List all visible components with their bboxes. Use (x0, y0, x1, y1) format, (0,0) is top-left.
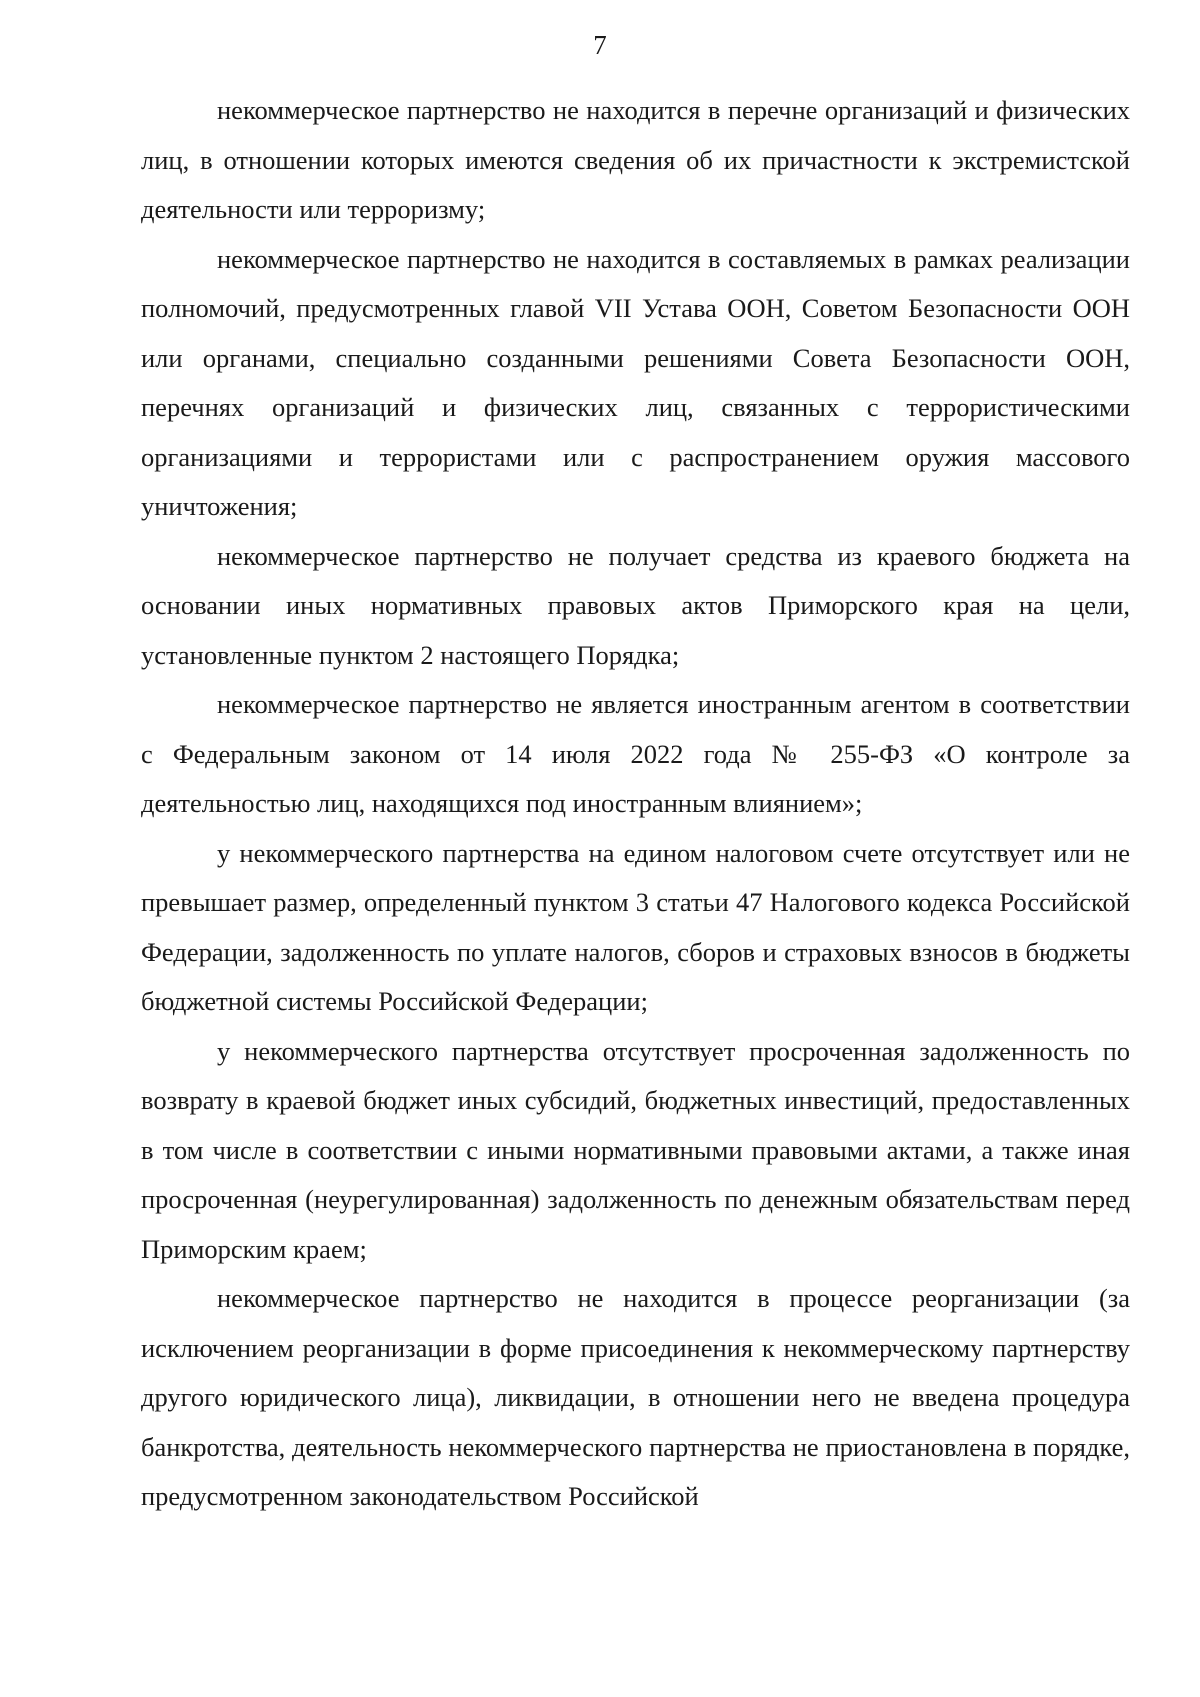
page-number: 7 (593, 30, 607, 60)
paragraph-tax-debt: у некоммерческого партнерства на едином налоговом счете отсутствует или не превышает размер, определенный пунктом 3 статьи 47 Налогового кодекса Российской Федерации, задолженность по уплате налогов, сборов и страховых взносов в бюджеты бюджетной системы Российской Федерации; (141, 837, 1130, 1016)
paragraph-un-security-council-list: некоммерческое партнерство не находится в составляемых в рамках реализации полномочий, предусмотренных главой VII Устава ООН, Советом Безопасности ООН или органами, специально созданными решениями Совета Безопасности ООН, перечнях организаций и физических лиц, связанных с террористическими организациями и террористами или с распространением оружия массового уничтожения; (141, 243, 1130, 521)
paragraph-extremism-list: некоммерческое партнерство не находится в перечне организаций и физических лиц, в отношении которых имеются сведения об их причастности к экстремистской деятельности или терроризму; (141, 95, 1130, 224)
paragraph-no-other-budget-funds: некоммерческое партнерство не получает средства из краевого бюджета на основании иных нормативных правовых актов Приморского края на цели, установленные пунктом 2 настоящего Порядка; (141, 540, 1130, 670)
document-body (141, 86, 1130, 1522)
paragraph-overdue-debt: у некоммерческого партнерства отсутствует просроченная задолженность по возврату в краевой бюджет иных субсидий, бюджетных инвестиций, предоставленных в том числе в соответствии с иными нормативными правовыми актами, а также иная просроченная (неурегулированная) задолженность по денежным обязательствам перед Приморским краем; (141, 1035, 1130, 1264)
paragraph-not-foreign-agent: некоммерческое партнерство не является иностранным агентом в соответствии с Федеральным законом от 14 июля 2022 года № 255-ФЗ «О контроле за деятельностью лиц, находящихся под иностранным влиянием»; (141, 689, 1130, 818)
paragraph-reorganization-liquidation: некоммерческое партнерство не находится в процессе реорганизации (за исключением реорганизации в форме присоединения к некоммерческому партнерству другого юридического лица), ликвидации, в отношении него не введена процедура банкротства, деятельность некоммерческого партнерства не приостановлена в порядке, предусмотренном законодательством Российской (141, 1283, 1130, 1511)
